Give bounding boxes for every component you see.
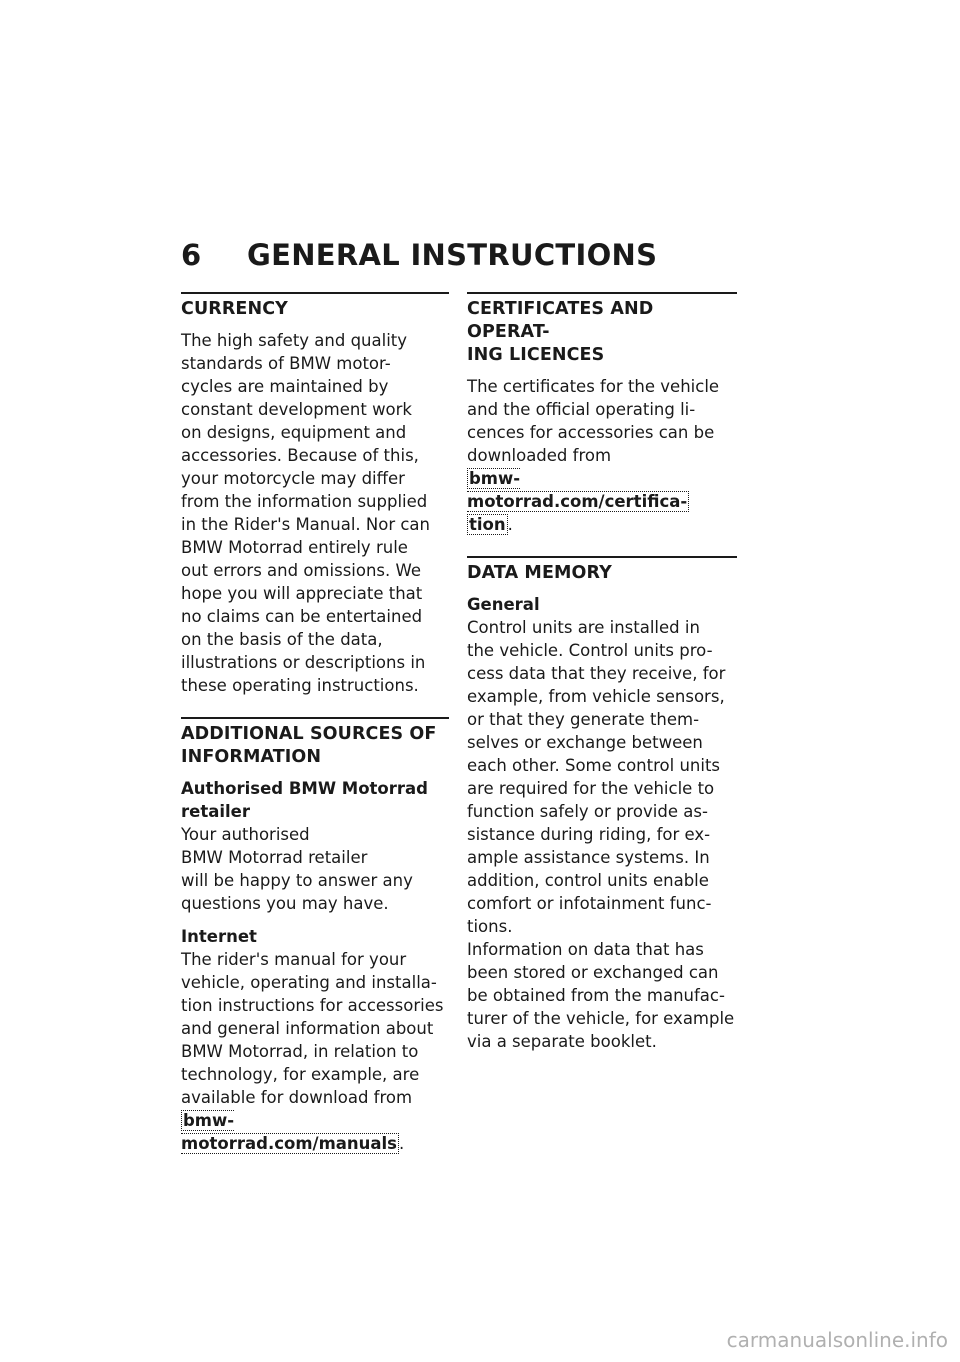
currency-line: The high safety and quality	[181, 331, 408, 350]
data-memory-line: turer of the vehicle, for example	[467, 1009, 735, 1028]
data-memory-line: or that they generate them-	[467, 710, 700, 729]
data-memory-line: sistance during riding, for ex-	[467, 825, 711, 844]
currency-line: hope you will appreciate that	[181, 584, 423, 603]
retailer-line: BMW Motorrad retailer	[181, 848, 368, 867]
currency-line: in the Rider's Manual. Nor can	[181, 515, 430, 534]
retailer-line: will be happy to answer any	[181, 871, 413, 890]
internet-text	[181, 948, 449, 1155]
chapter-title	[181, 238, 657, 272]
section-additional-sources	[181, 717, 449, 1155]
internet-line: technology, for example, are	[181, 1065, 420, 1084]
currency-text	[181, 329, 449, 697]
currency-line: from the information supplied	[181, 492, 428, 511]
currency-line: these operating instructions.	[181, 676, 419, 695]
right-column	[467, 292, 737, 1053]
internet-line: BMW Motorrad, in relation to	[181, 1042, 419, 1061]
retailer-text	[181, 823, 449, 915]
currency-line: standards of BMW motor-	[181, 354, 391, 373]
subheading-line: retailer	[181, 802, 250, 821]
internet-subheading: Internet	[181, 927, 257, 946]
certificates-line: downloaded from	[467, 446, 612, 465]
certificates-heading	[467, 298, 737, 367]
currency-line: on designs, equipment and	[181, 423, 407, 442]
heading-line: INFORMATION	[181, 747, 322, 767]
internet-line: tion instructions for accessories	[181, 996, 444, 1015]
heading-line: CERTIFICATES AND OPERAT-	[467, 299, 654, 342]
currency-line: out errors and omissions. We	[181, 561, 422, 580]
retailer-subheading	[181, 777, 449, 823]
retailer-line: questions you may have.	[181, 894, 389, 913]
data-memory-line: ample assistance systems. In	[467, 848, 710, 867]
subheading-line: Authorised BMW Motorrad	[181, 779, 428, 798]
data-memory-line: are required for the vehicle to	[467, 779, 715, 798]
internet-line: and general information about	[181, 1019, 434, 1038]
currency-line: no claims can be entertained	[181, 607, 423, 626]
currency-line: BMW Motorrad entirely rule	[181, 538, 408, 557]
currency-line: your motorcycle may differ	[181, 469, 405, 488]
watermark: carmanualsonline.info	[726, 1328, 948, 1352]
data-memory-line: be obtained from the manufac-	[467, 986, 725, 1005]
section-currency	[181, 292, 449, 697]
internet-line: vehicle, operating and installa-	[181, 973, 437, 992]
currency-line: on the basis of the data,	[181, 630, 383, 649]
section-certificates	[467, 292, 737, 536]
general-subheading: General	[467, 595, 540, 614]
data-memory-line: example, from vehicle sensors,	[467, 687, 725, 706]
certificates-line: and the official operating li-	[467, 400, 696, 419]
certificates-line: cences for accessories can be	[467, 423, 715, 442]
certification-link-continued[interactable]: tion	[469, 515, 506, 534]
data-memory-line: each other. Some control units	[467, 756, 721, 775]
data-memory-line: Control units are installed in	[467, 618, 700, 637]
heading-line: ING LICENCES	[467, 345, 605, 365]
retailer-line: Your authorised	[181, 825, 310, 844]
heading-line: ADDITIONAL SOURCES OF	[181, 724, 437, 744]
link-period: .	[399, 1134, 405, 1153]
manuals-link[interactable]: bmw-motorrad.com/manuals	[181, 1111, 398, 1153]
certification-link[interactable]: bmw-motorrad.com/certifica-	[467, 469, 688, 511]
data-memory-heading: DATA MEMORY	[467, 563, 612, 583]
link-period: .	[507, 515, 513, 534]
chapter-number: 6	[181, 238, 202, 272]
currency-line: cycles are maintained by	[181, 377, 389, 396]
internet-line: The rider's manual for your	[181, 950, 407, 969]
additional-sources-heading	[181, 723, 449, 769]
section-data-memory	[467, 556, 737, 1053]
data-memory-line: via a separate booklet.	[467, 1032, 657, 1051]
data-memory-line: cess data that they receive, for	[467, 664, 726, 683]
currency-line: constant development work	[181, 400, 412, 419]
data-memory-line: tions.	[467, 917, 513, 936]
data-memory-line: the vehicle. Control units pro-	[467, 641, 713, 660]
left-column	[181, 292, 449, 1155]
data-memory-line: selves or exchange between	[467, 733, 703, 752]
currency-heading: CURRENCY	[181, 299, 288, 319]
data-memory-line: Information on data that has	[467, 940, 704, 959]
data-memory-line: been stored or exchanged can	[467, 963, 719, 982]
chapter-title-text: GENERAL INSTRUCTIONS	[247, 238, 658, 272]
certificates-line: The certificates for the vehicle	[467, 377, 720, 396]
data-memory-text	[467, 616, 737, 1053]
data-memory-line: comfort or infotainment func-	[467, 894, 712, 913]
currency-line: illustrations or descriptions in	[181, 653, 426, 672]
data-memory-line: addition, control units enable	[467, 871, 709, 890]
certificates-text	[467, 375, 737, 536]
data-memory-line: function safely or provide as-	[467, 802, 708, 821]
internet-line: available for download from	[181, 1088, 413, 1107]
currency-line: accessories. Because of this,	[181, 446, 419, 465]
